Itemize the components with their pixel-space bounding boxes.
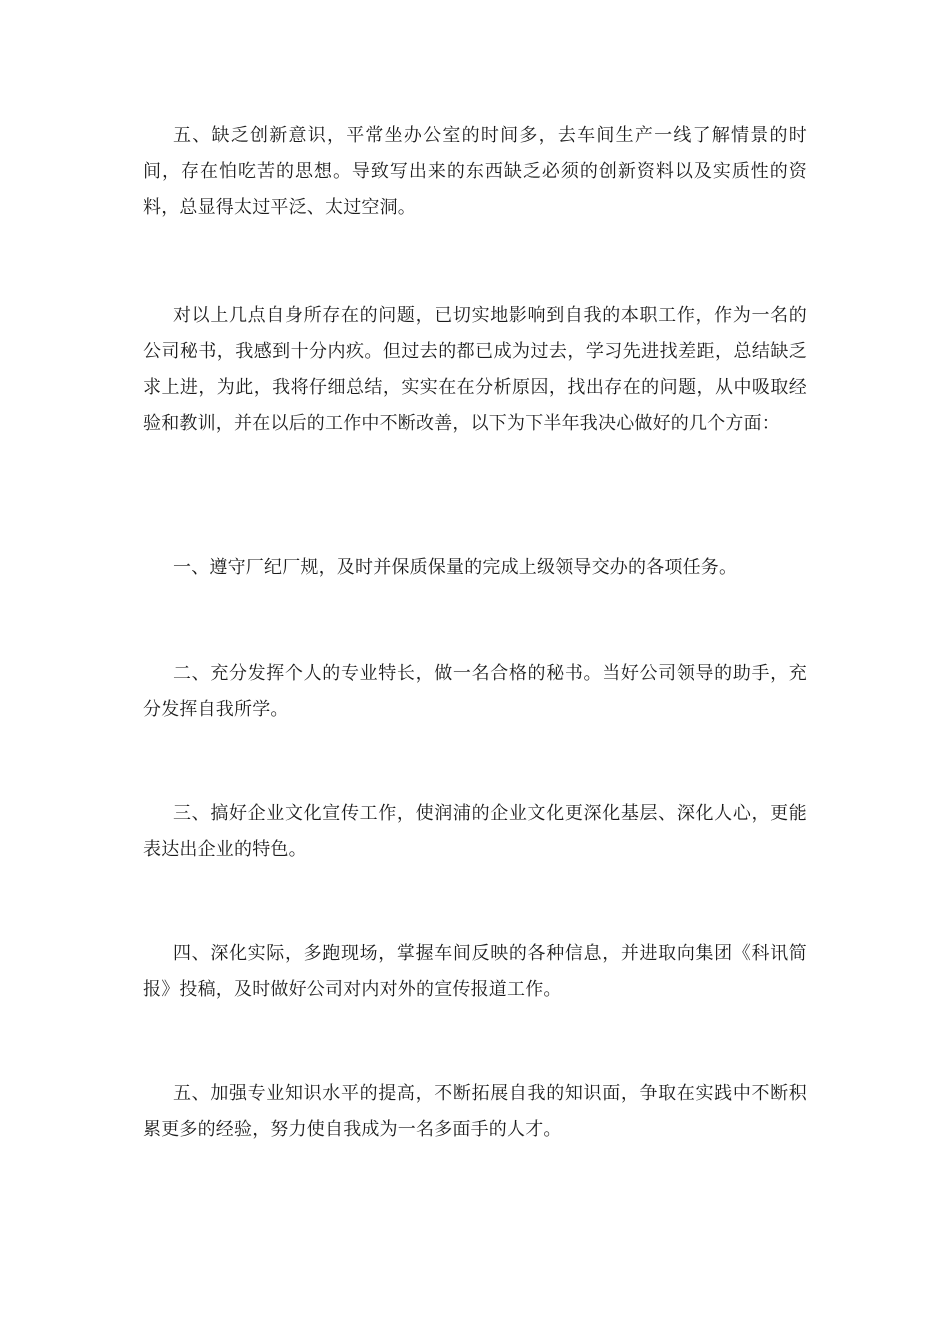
paragraph-lack-of-innovation: 五、缺乏创新意识，平常坐办公室的时间多，去车间生产一线了解情景的时间，存在怕吃苦的思想。导致写出来的东西缺乏必须的创新资料以及实质性的资料，总显得太过平泛、太过空洞。 — [143, 125, 807, 218]
paragraph-self-reflection: 对以上几点自身所存在的问题，已切实地影响到自我的本职工作，作为一名的公司秘书，我感到十分内疚。但过去的都已成为过去，学习先进找差距，总结缺乏求上进，为此，我将仔细总结，实实在在分析原因，找出存在的问题，从中吸取经验和教训，并在以后的工作中不断改善，以下为下半年我决心做好的几个方面： — [143, 305, 807, 434]
paragraph-goal-3: 三、搞好企业文化宣传工作，使润浦的企业文化更深化基层、深化人心，更能表达出企业的特色。 — [143, 803, 807, 860]
paragraph-goal-1: 一、遵守厂纪厂规，及时并保质保量的完成上级领导交办的各项任务。 — [173, 557, 738, 578]
paragraph-goal-2: 二、充分发挥个人的专业特长，做一名合格的秘书。当好公司领导的助手，充分发挥自我所学。 — [143, 663, 807, 720]
paragraph-goal-4: 四、深化实际，多跑现场，掌握车间反映的各种信息，并进取向集团《科讯简报》投稿，及时做好公司对内对外的宣传报道工作。 — [143, 943, 807, 1000]
paragraph-goal-5: 五、加强专业知识水平的提高，不断拓展自我的知识面，争取在实践中不断积累更多的经验，努力使自我成为一名多面手的人才。 — [143, 1083, 807, 1140]
